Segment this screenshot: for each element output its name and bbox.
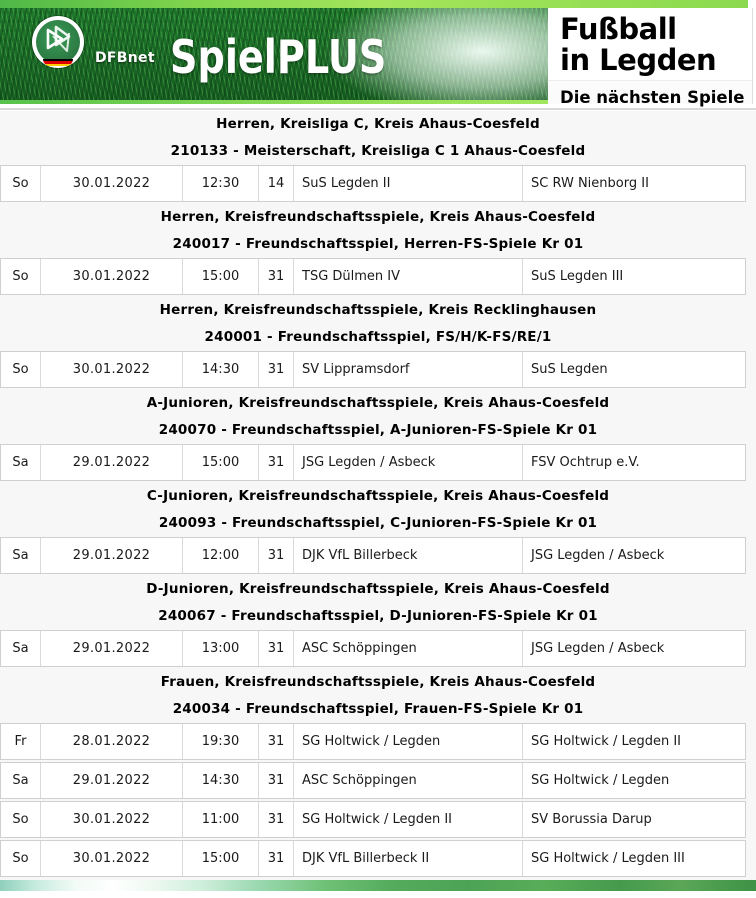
league-name: A-Junioren, Kreisfreundschaftsspiele, Kreis Ahaus-Coesfeld: [146, 395, 610, 411]
match-date: 30.01.2022: [41, 352, 183, 387]
away-team-name: SuS Legden III: [531, 269, 624, 284]
competition-section: [0, 390, 756, 481]
away-team-name: SV Borussia Darup: [531, 812, 652, 827]
match-rows: [0, 723, 756, 877]
spielplus-banner: [0, 8, 548, 104]
league-name: Herren, Kreisliga C, Kreis Ahaus-Coesfeld: [216, 116, 540, 132]
match-date: 28.01.2022: [41, 724, 183, 759]
competition-header: [0, 483, 756, 537]
match-time: 15:00: [183, 259, 259, 294]
competition-header: [0, 576, 756, 630]
competition-section: [0, 483, 756, 574]
match-date: 30.01.2022: [41, 166, 183, 201]
match-row: [0, 444, 746, 481]
match-date: 29.01.2022: [41, 538, 183, 573]
match-number: 31: [259, 352, 294, 387]
match-day: So: [1, 352, 41, 387]
competition-section: [0, 204, 756, 295]
match-number: 31: [259, 445, 294, 480]
dfbnet-label: DFBnet: [95, 50, 155, 66]
competition-section: [0, 297, 756, 388]
site-title-line1: Fußball: [560, 12, 677, 46]
window-right-edge: [752, 8, 756, 104]
match-day: Sa: [1, 763, 41, 798]
match-day: Sa: [1, 631, 41, 666]
match-rows: [0, 165, 756, 202]
dfb-triangles-icon: [36, 18, 80, 62]
match-rows: [0, 444, 756, 481]
match-row: [0, 165, 746, 202]
match-number: 31: [259, 802, 294, 837]
match-time: 11:00: [183, 802, 259, 837]
home-team-name: TSG Dülmen IV: [294, 259, 523, 294]
competition-section: [0, 669, 756, 877]
competition-name: 240001 - Freundschaftsspiel, FS/H/K-FS/RE/1: [204, 329, 552, 345]
spielplus-wordmark: SpielPLUS: [170, 30, 387, 84]
match-number: 31: [259, 259, 294, 294]
match-day: Sa: [1, 445, 41, 480]
match-rows: [0, 258, 756, 295]
league-name: C-Junioren, Kreisfreundschaftsspiele, Kreis Ahaus-Coesfeld: [146, 488, 610, 504]
home-team-name: DJK VfL Billerbeck: [294, 538, 523, 573]
match-number: 31: [259, 631, 294, 666]
home-team-name: SuS Legden II: [294, 166, 523, 201]
match-time: 14:30: [183, 352, 259, 387]
match-day: So: [1, 166, 41, 201]
competition-header: [0, 204, 756, 258]
home-team-name: ASC Schöppingen: [294, 631, 523, 666]
match-rows: [0, 537, 756, 574]
competition-name: 240067 - Freundschaftsspiel, D-Junioren-FS-Spiele Kr 01: [158, 608, 598, 624]
match-time: 12:00: [183, 538, 259, 573]
competition-name: 210133 - Meisterschaft, Kreisliga C 1 Ahaus-Coesfeld: [170, 143, 586, 159]
home-team-name: SG Holtwick / Legden: [294, 724, 523, 759]
match-row: [0, 351, 746, 388]
match-number: 31: [259, 841, 294, 876]
match-rows: [0, 630, 756, 667]
league-name: Herren, Kreisfreundschaftsspiele, Kreis Recklinghausen: [159, 302, 597, 318]
home-team-name: SG Holtwick / Legden II: [294, 802, 523, 837]
match-time: 14:30: [183, 763, 259, 798]
match-row: [0, 537, 746, 574]
league-name: Herren, Kreisfreundschaftsspiele, Kreis Ahaus-Coesfeld: [160, 209, 596, 225]
match-day: So: [1, 802, 41, 837]
site-title-panel: [548, 8, 756, 107]
away-team-name: JSG Legden / Asbeck: [531, 548, 665, 563]
match-row: [0, 258, 746, 295]
fixtures-list: [0, 111, 756, 880]
match-row: [0, 630, 746, 667]
home-team-name: SV Lippramsdorf: [294, 352, 523, 387]
match-date: 29.01.2022: [41, 763, 183, 798]
away-team-name: FSV Ochtrup e.V.: [531, 455, 640, 470]
match-time: 19:30: [183, 724, 259, 759]
match-rows: [0, 351, 756, 388]
match-time: 15:00: [183, 841, 259, 876]
match-date: 30.01.2022: [41, 259, 183, 294]
match-date: 29.01.2022: [41, 445, 183, 480]
competition-name: 240017 - Freundschaftsspiel, Herren-FS-Spiele Kr 01: [172, 236, 584, 252]
away-team-name: SC RW Nienborg II: [531, 176, 649, 191]
competition-header: [0, 390, 756, 444]
home-team-name: DJK VfL Billerbeck II: [294, 841, 523, 876]
competition-header: [0, 669, 756, 723]
home-team-name: ASC Schöppingen: [294, 763, 523, 798]
competition-section: [0, 576, 756, 667]
header: [0, 8, 756, 107]
competition-name: 240034 - Freundschaftsspiel, Frauen-FS-Spiele Kr 01: [172, 701, 584, 717]
banner-bottom-strip: [0, 100, 548, 104]
dfb-eagle-logo-icon: [32, 16, 84, 68]
match-row: [0, 801, 746, 838]
top-accent-bar: [0, 0, 748, 8]
match-day: So: [1, 841, 41, 876]
match-day: So: [1, 259, 41, 294]
match-number: 31: [259, 763, 294, 798]
match-time: 13:00: [183, 631, 259, 666]
match-date: 30.01.2022: [41, 802, 183, 837]
match-time: 12:30: [183, 166, 259, 201]
match-date: 29.01.2022: [41, 631, 183, 666]
page-subtitle: Die nächsten Spiele: [560, 88, 745, 107]
bottom-accent-bar: [0, 880, 756, 891]
competition-section: [0, 111, 756, 202]
header-divider: [0, 108, 756, 110]
away-team-name: SG Holtwick / Legden II: [531, 734, 682, 749]
away-team-name: SG Holtwick / Legden III: [531, 851, 685, 866]
match-date: 30.01.2022: [41, 841, 183, 876]
away-team-name: SG Holtwick / Legden: [531, 773, 670, 788]
competition-name: 240093 - Freundschaftsspiel, C-Junioren-FS-Spiele Kr 01: [158, 515, 598, 531]
match-day: Sa: [1, 538, 41, 573]
competition-header: [0, 297, 756, 351]
site-title: [548, 8, 756, 81]
match-number: 31: [259, 538, 294, 573]
away-team-name: JSG Legden / Asbeck: [531, 641, 665, 656]
match-row: [0, 723, 746, 760]
match-time: 15:00: [183, 445, 259, 480]
league-name: Frauen, Kreisfreundschaftsspiele, Kreis Ahaus-Coesfeld: [160, 674, 596, 690]
away-team-name: SuS Legden: [531, 362, 608, 377]
competition-header: [0, 111, 756, 165]
match-day: Fr: [1, 724, 41, 759]
competition-name: 240070 - Freundschaftsspiel, A-Junioren-FS-Spiele Kr 01: [158, 422, 598, 438]
league-name: D-Junioren, Kreisfreundschaftsspiele, Kreis Ahaus-Coesfeld: [146, 581, 610, 597]
match-row: [0, 762, 746, 799]
match-row: [0, 840, 746, 877]
german-flag-icon: [43, 59, 73, 66]
match-number: 14: [259, 166, 294, 201]
site-title-line2: in Legden: [560, 43, 717, 77]
match-number: 31: [259, 724, 294, 759]
home-team-name: JSG Legden / Asbeck: [294, 445, 523, 480]
